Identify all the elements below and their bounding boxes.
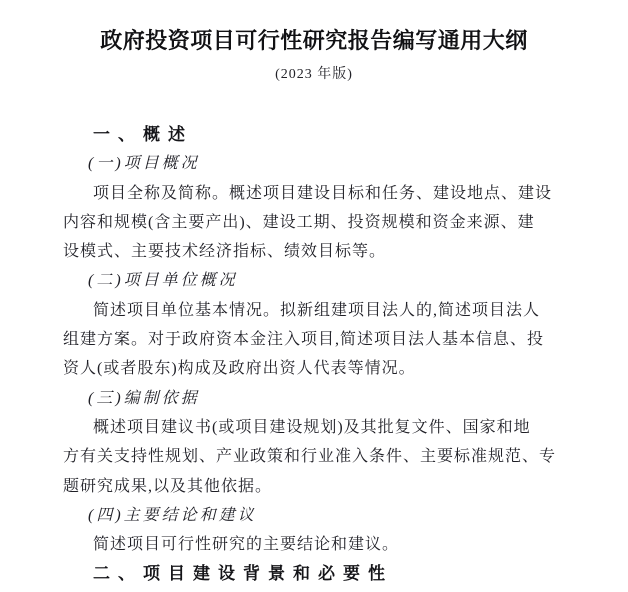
document-body [63,120,563,589]
paragraph-line: 题研究成果,以及其他依据。 [63,477,273,495]
document-title: 政府投资项目可行性研究报告编写通用大纲 [100,28,528,53]
paragraph-line: 概述项目建议书(或项目建设规划)及其批复文件、国家和地 [93,418,531,436]
paragraph-line: 项目全称及简称。概述项目建设目标和任务、建设地点、建设 [93,184,553,202]
sub-heading-1-1: (一)项目概况 [88,155,200,173]
document-subtitle-edition: (2023 年版) [275,67,353,82]
paragraph-line: 内容和规模(含主要产出)、建设工期、投资规模和资金来源、建 [63,213,535,231]
sub-heading-1-2: (二)项目单位概况 [88,272,238,290]
paragraph-line: 资人(或者股东)构成及政府出资人代表等情况。 [63,360,416,378]
paragraph-line: 方有关支持性规划、产业政策和行业准入条件、主要标准规范、专 [63,448,557,466]
paragraph-line: 简述项目可行性研究的主要结论和建议。 [93,536,400,554]
section-heading-1: 一、概述 [93,125,193,144]
paragraph-line: 简述项目单位基本情况。拟新组建项目法人的,简述项目法人 [93,301,541,319]
paragraph-line: 组建方案。对于政府资本金注入项目,简述项目法人基本信息、投 [63,331,545,349]
paragraph-line: 设模式、主要技术经济指标、绩效目标等。 [63,243,387,261]
sub-heading-1-4: (四)主要结论和建议 [88,506,257,524]
section-heading-2: 二、项目建设背景和必要性 [93,564,393,584]
sub-heading-1-3: (三)编制依据 [88,389,200,407]
